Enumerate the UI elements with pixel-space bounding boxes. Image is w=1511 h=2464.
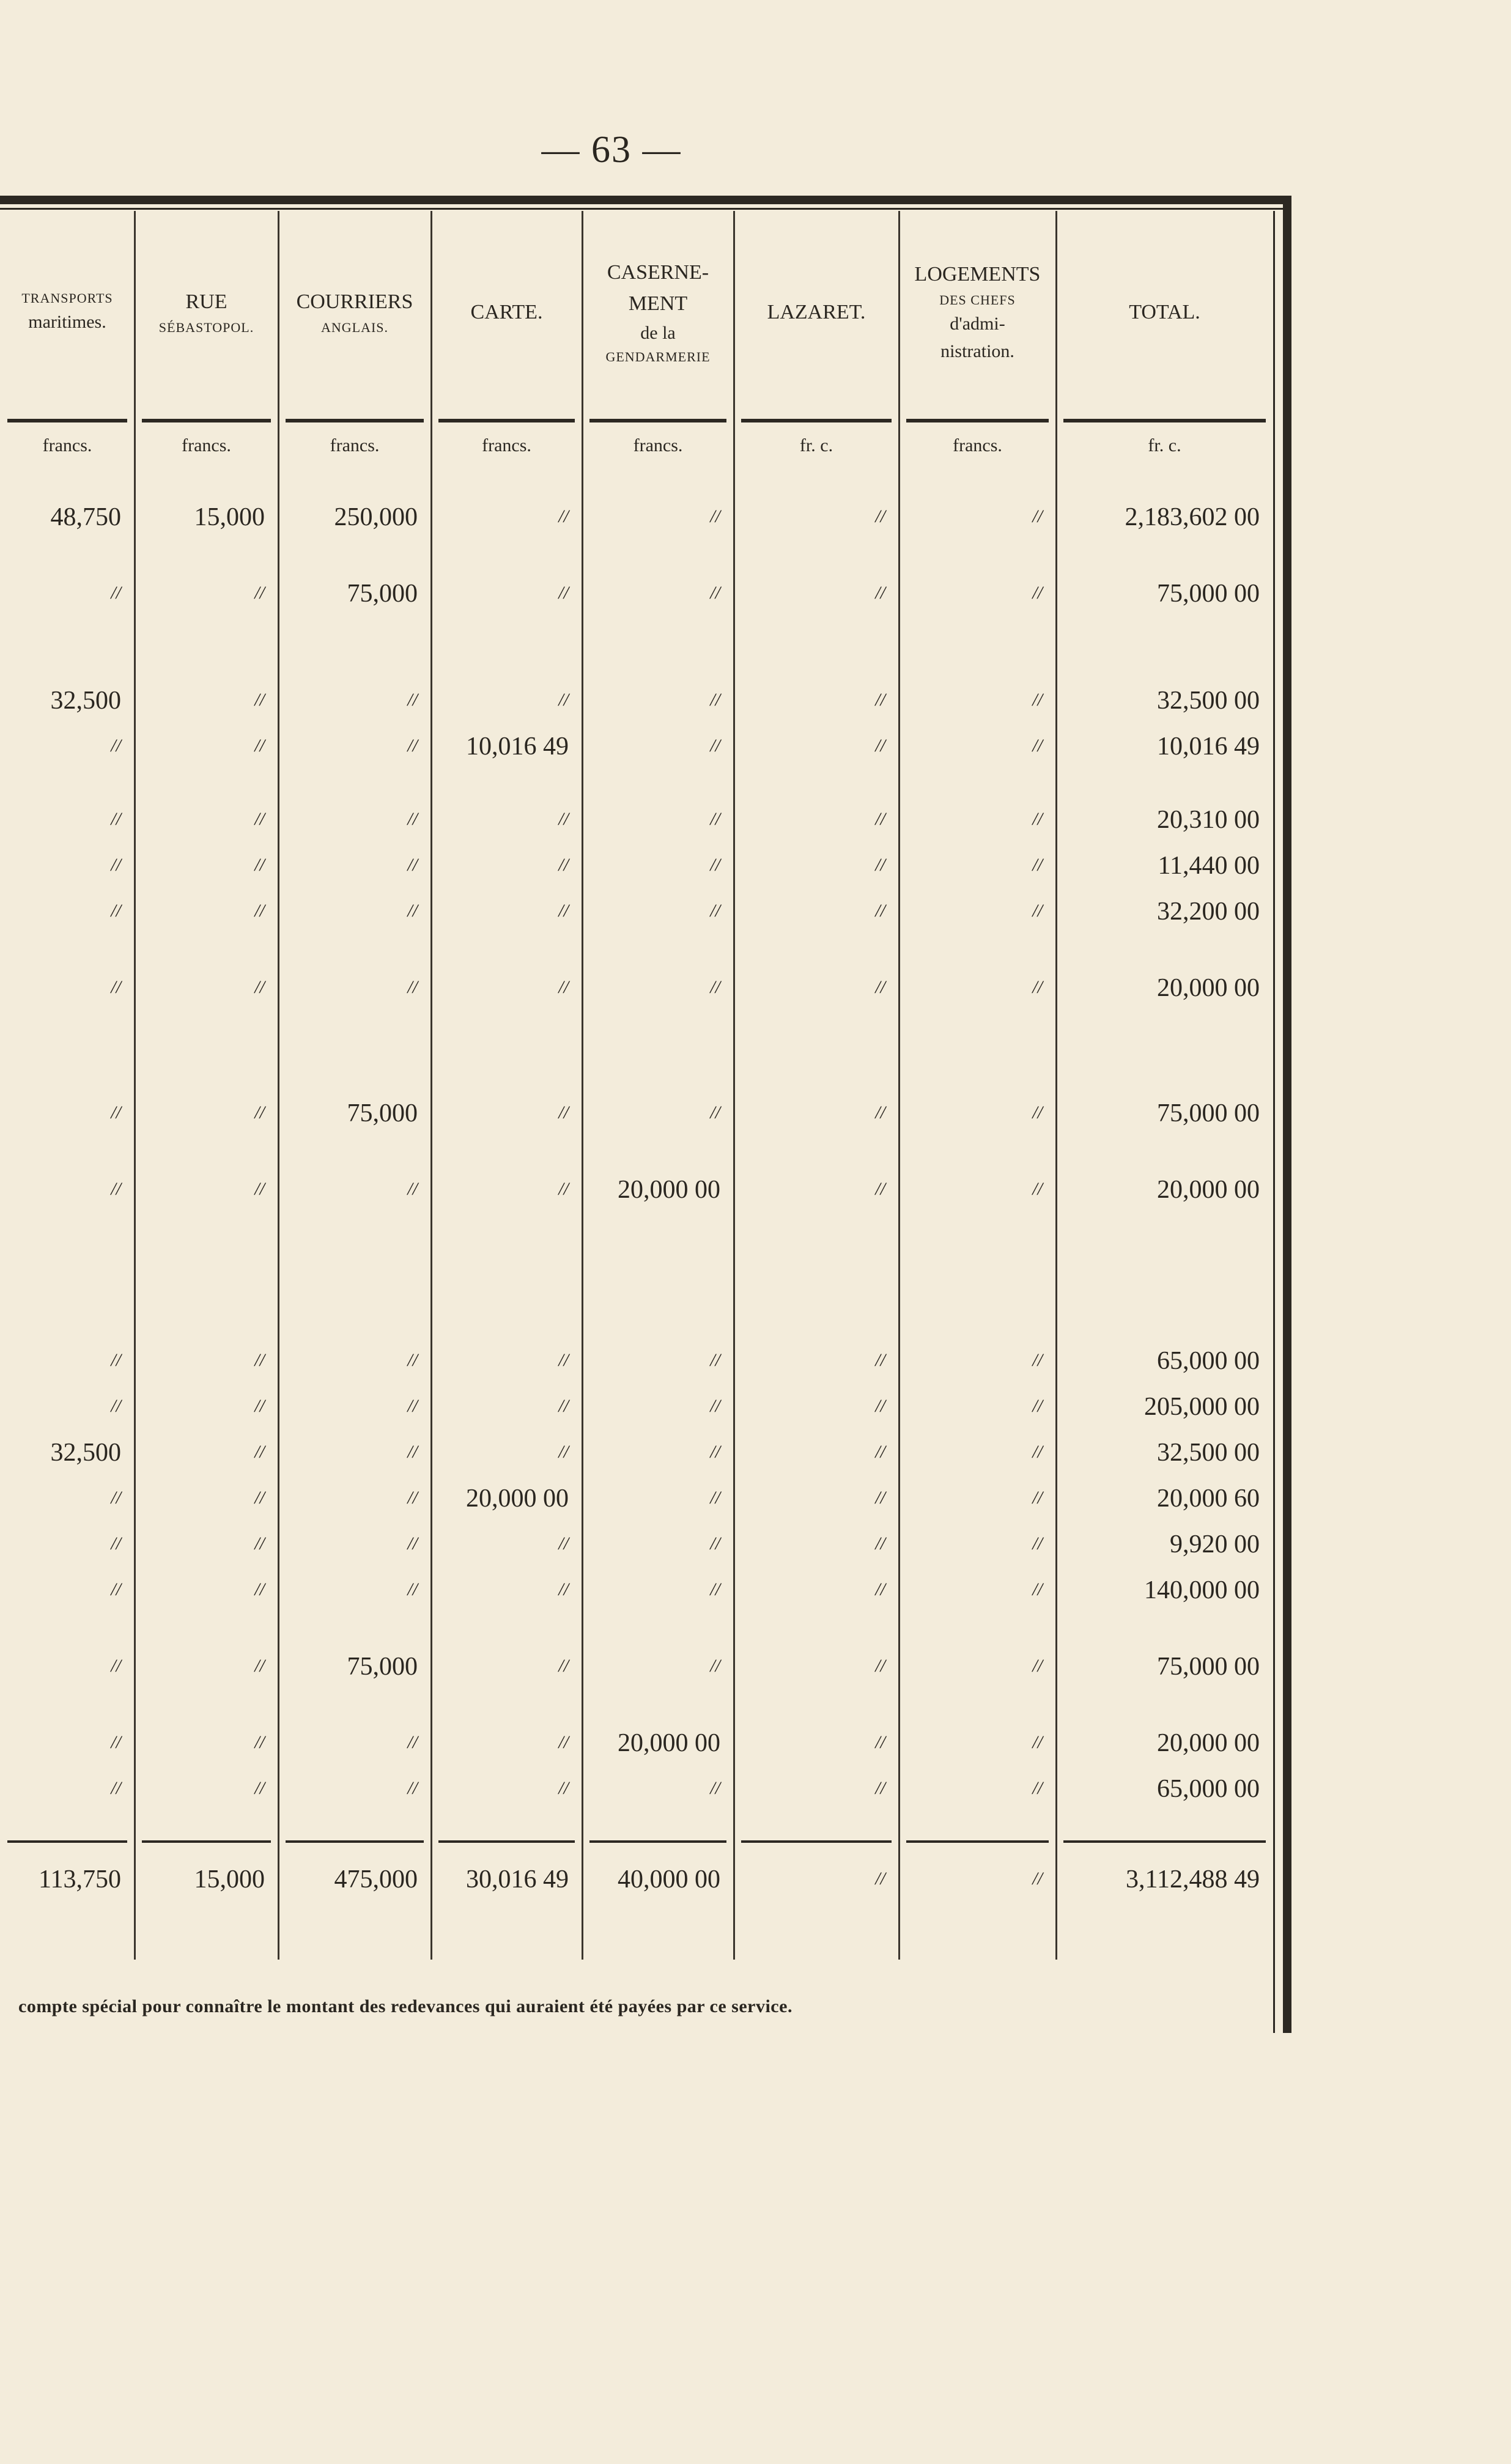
total-rule [7, 1840, 127, 1843]
table-cell: // [254, 1350, 265, 1370]
table-cell: // [254, 1579, 265, 1599]
header-rule [741, 419, 892, 422]
total-cell: // [1032, 1868, 1043, 1889]
table-cell: // [710, 901, 720, 921]
table-cell: 65,000 00 [1157, 1775, 1260, 1803]
table-cell: // [407, 1442, 418, 1462]
total-cell: 3,112,488 49 [1126, 1865, 1260, 1894]
total-cell: 15,000 [194, 1865, 265, 1894]
table-cell: // [407, 1179, 418, 1199]
table-cell: // [111, 977, 121, 997]
header-rule [142, 419, 271, 422]
table-cell: // [710, 1396, 720, 1416]
table-cell: // [407, 901, 418, 921]
table-cell: // [558, 1656, 569, 1676]
column-separator [582, 211, 583, 1960]
column-header-courriers [278, 220, 431, 404]
table-cell: // [1032, 1488, 1043, 1508]
table-cell: 20,000 00 [1157, 974, 1260, 1002]
column-header-line: ANGLAIS. [320, 320, 389, 335]
header-rule [438, 419, 575, 422]
table-cell: // [1032, 977, 1043, 997]
table-cell: // [558, 1102, 569, 1123]
header-rule [7, 419, 127, 422]
table-cell: // [111, 1179, 121, 1199]
table-cell: // [254, 1179, 265, 1199]
table-cell: // [1032, 506, 1043, 526]
table-cell: // [875, 1179, 885, 1199]
header-rule [286, 419, 424, 422]
column-header-line: SÉBASTOPOL. [158, 320, 254, 335]
total-rule [1063, 1840, 1266, 1843]
table-cell: // [254, 736, 265, 756]
table-cell: // [254, 1396, 265, 1416]
table-cell: // [710, 1579, 720, 1599]
column-header-total [1056, 220, 1273, 404]
table-cell: 10,016 49 [466, 732, 569, 761]
column-header-line: RUE [185, 290, 227, 313]
table-cell: // [111, 1732, 121, 1752]
table-cell: // [875, 1656, 885, 1676]
footnote: compte spécial pour connaître le montant des redevances qui auraient été payées par ce service. [18, 1996, 792, 2016]
total-rule [142, 1840, 271, 1843]
column-separator [430, 211, 432, 1960]
table-cell: // [710, 1442, 720, 1462]
table-cell: // [407, 1778, 418, 1798]
table-cell: // [111, 1488, 121, 1508]
table-cell: 205,000 00 [1144, 1393, 1260, 1421]
column-separator [278, 211, 279, 1960]
total-cell: // [875, 1868, 885, 1889]
header-rule [906, 419, 1049, 422]
table-cell: // [254, 583, 265, 603]
table-cell: 15,000 [194, 503, 265, 531]
column-header-line: COURRIERS [296, 290, 413, 313]
right-thick-rule [1283, 196, 1291, 2033]
table-cell: 20,000 00 [1157, 1729, 1260, 1757]
table-cell: 32,500 [50, 687, 121, 715]
table-cell: 11,440 00 [1158, 852, 1260, 880]
table-cell: // [407, 1350, 418, 1370]
table-cell: // [1032, 1656, 1043, 1676]
table-cell: // [558, 1179, 569, 1199]
table-cell: // [111, 1656, 121, 1676]
table-cell: // [111, 1778, 121, 1798]
table-cell: // [1032, 1350, 1043, 1370]
table-cell: // [558, 1350, 569, 1370]
table-cell: // [1032, 583, 1043, 603]
unit-label: francs. [182, 435, 231, 456]
table-cell: // [875, 1533, 885, 1554]
table-cell: // [710, 1350, 720, 1370]
table-cell: // [254, 901, 265, 921]
column-header-casernement [582, 220, 734, 404]
table-cell: // [111, 1350, 121, 1370]
table-cell: 20,000 00 [1157, 1176, 1260, 1204]
total-rule [286, 1840, 424, 1843]
table-cell: 48,750 [50, 503, 121, 531]
table-cell: // [558, 506, 569, 526]
table-cell: // [254, 809, 265, 829]
table-cell: // [710, 1488, 720, 1508]
table-cell: // [254, 1656, 265, 1676]
table-cell: // [875, 736, 885, 756]
table-cell: // [407, 809, 418, 829]
table-cell: // [875, 855, 885, 875]
total-cell: 40,000 00 [618, 1865, 720, 1894]
page-number: — 63 — [541, 129, 682, 171]
column-header-logements [899, 220, 1056, 404]
header-rule [589, 419, 726, 422]
table-cell: // [1032, 855, 1043, 875]
table-cell: // [710, 1102, 720, 1123]
table-cell: // [111, 583, 121, 603]
table-cell: // [710, 583, 720, 603]
column-separator [733, 211, 735, 1960]
table-cell: // [558, 901, 569, 921]
table-cell: // [710, 1533, 720, 1554]
table-cell: // [1032, 1442, 1043, 1462]
table-cell: // [710, 1778, 720, 1798]
table-cell: // [710, 977, 720, 997]
table-cell: // [111, 1102, 121, 1123]
table-cell: // [558, 1533, 569, 1554]
column-header-carte [431, 220, 582, 404]
column-header-rue [135, 220, 278, 404]
column-header-transports [0, 220, 135, 404]
table-cell: 32,200 00 [1157, 898, 1260, 926]
table-cell: // [1032, 1179, 1043, 1199]
column-header-line: de la [640, 323, 676, 343]
table-cell: // [254, 1102, 265, 1123]
table-cell: // [1032, 1102, 1043, 1123]
table-cell: // [875, 1579, 885, 1599]
total-cell: 475,000 [334, 1865, 418, 1894]
top-thin-rule [0, 208, 1290, 210]
table-cell: // [558, 809, 569, 829]
table-cell: 75,000 00 [1157, 580, 1260, 608]
unit-label: francs. [42, 435, 92, 456]
table-cell: // [111, 855, 121, 875]
table-cell: 65,000 00 [1157, 1347, 1260, 1375]
table-cell: // [710, 506, 720, 526]
table-cell: // [558, 1396, 569, 1416]
table-cell: 75,000 [347, 580, 418, 608]
table-cell: // [111, 1396, 121, 1416]
table-cell: 10,016 49 [1157, 732, 1260, 761]
table-cell: // [1032, 1579, 1043, 1599]
table-cell: 75,000 00 [1157, 1653, 1260, 1681]
table-cell: // [111, 901, 121, 921]
table-cell: // [558, 583, 569, 603]
column-header-line: LAZARET. [767, 300, 866, 323]
column-separator [898, 211, 900, 1960]
total-rule [589, 1840, 726, 1843]
column-header-line: DES CHEFS [939, 292, 1016, 308]
table-cell: 75,000 [347, 1099, 418, 1127]
table-cell: // [254, 855, 265, 875]
column-header-line: CARTE. [470, 300, 543, 323]
table-cell: // [558, 690, 569, 710]
table-cell: // [875, 1732, 885, 1752]
total-cell: 113,750 [39, 1865, 121, 1894]
unit-label: francs. [482, 435, 531, 456]
table-cell: 75,000 [347, 1653, 418, 1681]
table-cell: // [407, 1488, 418, 1508]
table-cell: // [1032, 736, 1043, 756]
unit-label: francs. [953, 435, 1002, 456]
table-cell: // [407, 1396, 418, 1416]
table-cell: // [875, 809, 885, 829]
table-cell: // [710, 690, 720, 710]
table-cell: // [875, 1778, 885, 1798]
column-header-line: maritimes. [28, 312, 106, 332]
table-cell: // [1032, 809, 1043, 829]
top-thick-rule [0, 196, 1290, 204]
unit-label: fr. c. [799, 435, 833, 456]
total-rule [741, 1840, 892, 1843]
right-thin-rule [1273, 211, 1275, 2033]
table-cell: // [875, 506, 885, 526]
table-cell: // [875, 583, 885, 603]
table-cell: // [407, 1579, 418, 1599]
table-cell: // [111, 1579, 121, 1599]
table-cell: 9,920 00 [1170, 1530, 1260, 1558]
table-cell: 140,000 00 [1144, 1576, 1260, 1604]
table-cell: 32,500 00 [1157, 687, 1260, 715]
table-cell: // [558, 1442, 569, 1462]
table-cell: 75,000 00 [1157, 1099, 1260, 1127]
unit-label: fr. c. [1148, 435, 1181, 456]
table-cell: 20,310 00 [1157, 806, 1260, 834]
unit-label: francs. [330, 435, 380, 456]
table-cell: // [254, 977, 265, 997]
table-cell: 20,000 00 [618, 1176, 720, 1204]
table-cell: 32,500 [50, 1439, 121, 1467]
table-cell: // [875, 1102, 885, 1123]
column-header-line: LOGEMENTS [914, 263, 1041, 286]
column-header-line: GENDARMERIE [605, 349, 711, 364]
table-cell: // [111, 1533, 121, 1554]
table-cell: // [111, 809, 121, 829]
table-cell: 250,000 [334, 503, 418, 531]
column-header-line: TOTAL. [1129, 300, 1200, 323]
column-separator [134, 211, 136, 1960]
table-cell: 2,183,602 00 [1125, 503, 1260, 531]
table-cell: // [254, 1778, 265, 1798]
table-cell: // [710, 809, 720, 829]
table-cell: // [710, 1656, 720, 1676]
total-rule [906, 1840, 1049, 1843]
table-cell: // [254, 1488, 265, 1508]
table-cell: // [1032, 690, 1043, 710]
column-separator [1055, 211, 1057, 1960]
table-cell: // [254, 690, 265, 710]
table-cell: // [875, 901, 885, 921]
table-cell: // [558, 977, 569, 997]
table-cell: // [875, 1350, 885, 1370]
unit-label: francs. [633, 435, 683, 456]
table-cell: // [1032, 1778, 1043, 1798]
table-cell: // [558, 855, 569, 875]
table-cell: // [1032, 901, 1043, 921]
table-cell: 32,500 00 [1157, 1439, 1260, 1467]
table-cell: // [558, 1579, 569, 1599]
table-cell: 20,000 00 [618, 1729, 720, 1757]
table-cell: // [254, 1732, 265, 1752]
table-cell: // [407, 736, 418, 756]
table-cell: // [875, 977, 885, 997]
column-header-line: d'admi- [950, 314, 1005, 334]
table-cell: // [875, 1442, 885, 1462]
table-cell: // [558, 1778, 569, 1798]
table-cell: // [558, 1732, 569, 1752]
table-cell: // [710, 736, 720, 756]
table-cell: // [875, 1396, 885, 1416]
header-rule [1063, 419, 1266, 422]
column-header-line: TRANSPORTS [21, 290, 113, 306]
table-cell: // [254, 1442, 265, 1462]
table-cell: // [254, 1533, 265, 1554]
table-cell: // [875, 690, 885, 710]
table-cell: // [1032, 1732, 1043, 1752]
table-cell: // [111, 736, 121, 756]
column-header-line: MENT [628, 292, 688, 315]
table-cell: 20,000 60 [1157, 1485, 1260, 1513]
total-rule [438, 1840, 575, 1843]
table-cell: // [710, 855, 720, 875]
table-cell: // [407, 855, 418, 875]
table-cell: 20,000 00 [466, 1485, 569, 1513]
table-cell: // [407, 1732, 418, 1752]
column-header-line: CASERNE- [607, 261, 709, 284]
table-cell: // [875, 1488, 885, 1508]
table-cell: // [1032, 1533, 1043, 1554]
table-cell: // [407, 1533, 418, 1554]
total-cell: 30,016 49 [466, 1865, 569, 1894]
table-cell: // [407, 690, 418, 710]
table-cell: // [1032, 1396, 1043, 1416]
column-header-line: nistration. [940, 341, 1014, 361]
column-header-lazaret [734, 220, 899, 404]
table-cell: // [407, 977, 418, 997]
